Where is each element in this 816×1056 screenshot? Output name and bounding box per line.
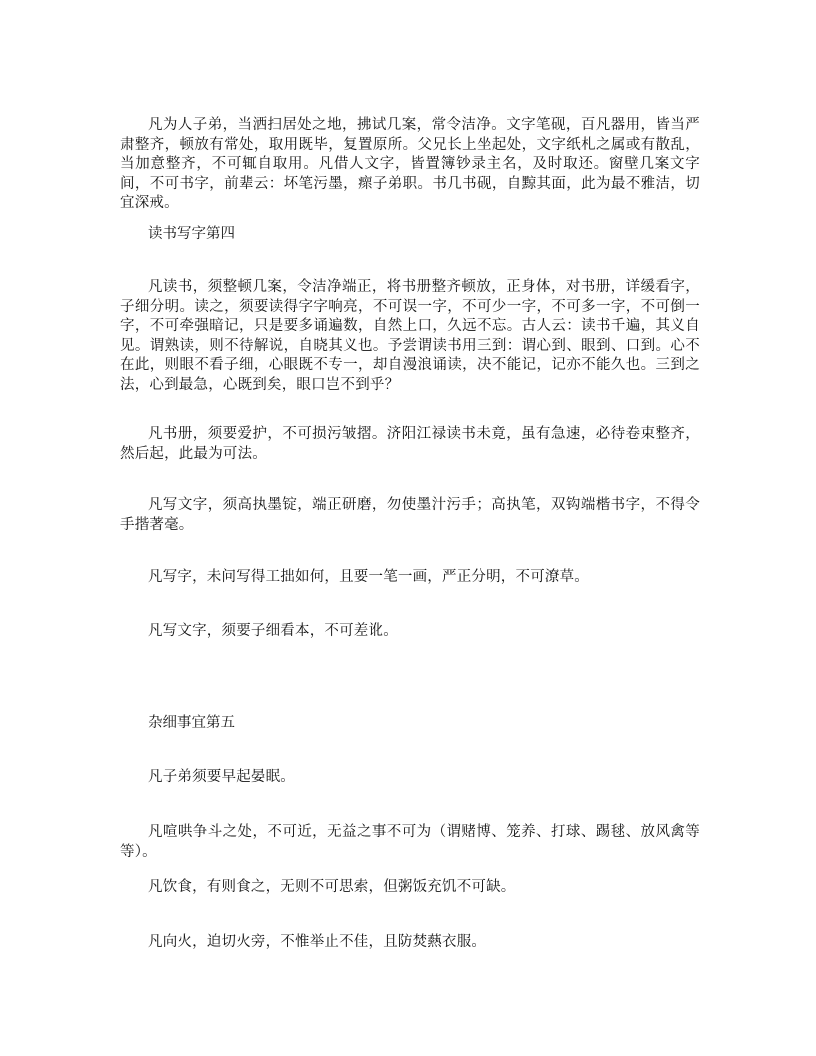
paragraph-cleanliness: 凡为人子弟，当洒扫居处之地，拂试几案，常令洁净。文字笔砚，百凡器用，皆当严肃整齐，顿放有常处，取用既毕，复置原所。父兄长上坐起处，文字纸札之属或有散乱，当加意整齐，不可辄自取用。凡借人文字，皆置簿钞录主名，及时取还。窗壁几案文字间，不可书字，前辈云：坏笔污墨，瘝子弟职。书几书砚，自黥其面，此为最不雅洁，切宜深戒。 <box>120 117 700 211</box>
paragraph-fire-safety: 凡向火，迫切火旁，不惟举止不佳，且防焚爇衣服。 <box>148 934 487 950</box>
section-heading-reading-writing: 读书写字第四 <box>148 226 235 242</box>
paragraph-reading-method: 凡读书，须整顿几案，令洁净端正，将书册整齐顿放，正身体，对书册，详缓看字，子细分明。读之，须要读得字字响亮，不可误一字，不可少一字，不可多一字，不可倒一字，不可牵强暗记，只是要多诵遍数，自然上口，久远不忘。古人云：读书千遍，其义自见。谓熟读，则不待解说，自晓其义也。予尝谓读书用三到：谓心到、眼到、口到。心不在此，则眼不看子细，心眼既不专一，却自漫浪诵读，决不能记，记亦不能久也。三到之法，心到最急，心既到矣，眼口岂不到乎？ <box>120 279 700 393</box>
paragraph-avoid-quarrels: 凡喧哄争斗之处，不可近，无益之事不可为（谓赌博、笼养、打球、踢毬、放风禽等等）。 <box>120 824 700 860</box>
paragraph-book-care: 凡书册，须要爱护，不可损污皱摺。济阳江禄读书未竟，虽有急速，必待卷束整齐，然后起，此最为可法。 <box>120 426 700 462</box>
paragraph-stroke-discipline: 凡写字，未问写得工拙如何，且要一笔一画，严正分明，不可潦草。 <box>148 569 589 585</box>
section-heading-misc-matters: 杂细事宜第五 <box>148 715 235 731</box>
paragraph-early-rising: 凡子弟须要早起晏眠。 <box>148 769 295 785</box>
paragraph-eating: 凡饮食，有则食之，无则不可思索，但粥饭充饥不可缺。 <box>148 879 516 895</box>
document-page <box>120 0 700 1056</box>
paragraph-copy-carefully: 凡写文字，须要子细看本，不可差讹。 <box>148 623 398 639</box>
paragraph-ink-grinding: 凡写文字，须高执墨锭，端正研磨，勿使墨汁污手；高执笔，双钩端楷书字，不得令手揩著毫。 <box>120 497 700 533</box>
